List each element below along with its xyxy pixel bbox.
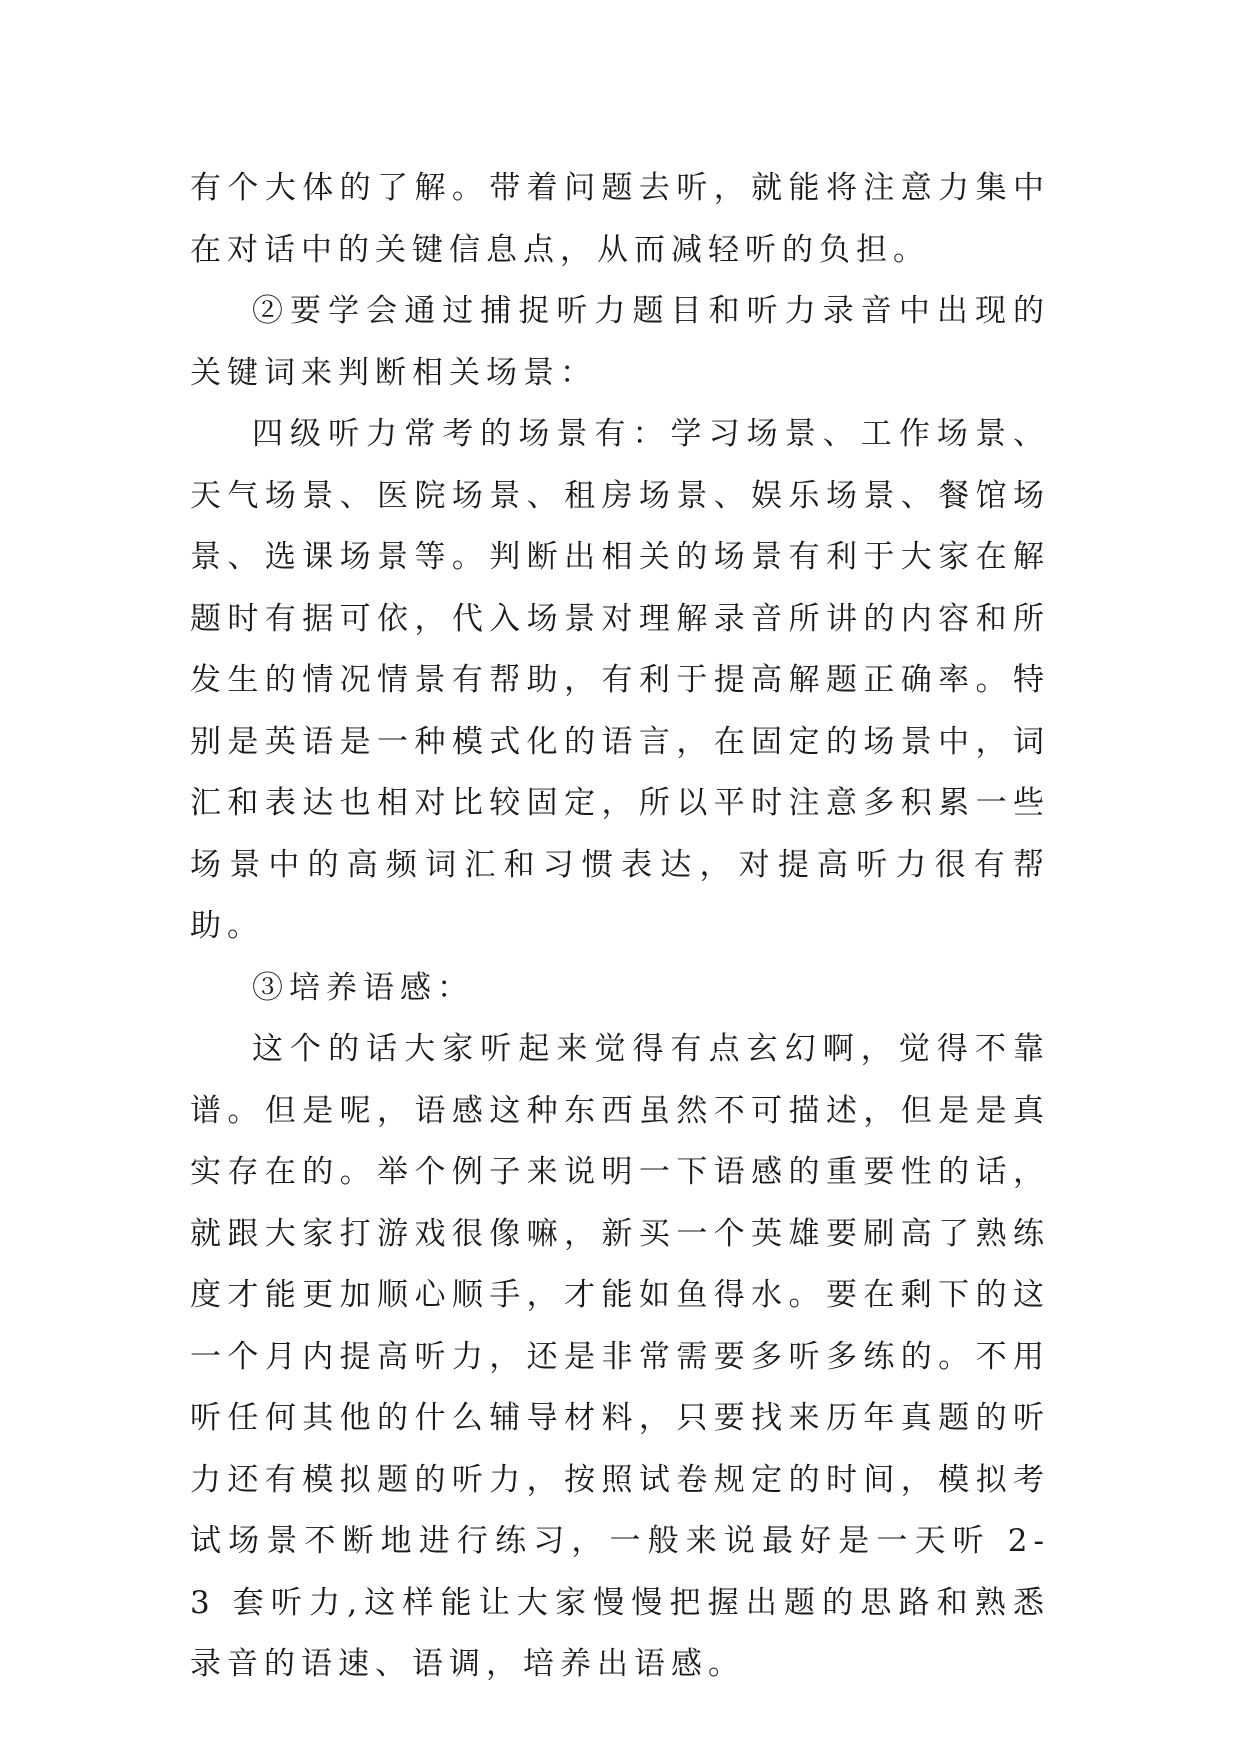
paragraph-continuation: 有个大体的了解。带着问题去听，就能将注意力集中在对话中的关键信息点，从而减轻听的负担。 xyxy=(190,170,1050,268)
paragraph-keyword-scenes: ②要学会通过捕捉听力题目和听力录音中出现的关键词来判断相关场景： xyxy=(190,293,1050,391)
paragraph-language-sense: 这个的话大家听起来觉得有点玄幻啊，觉得不靠谱。但是呢，语感这种东西虽然不可描述，但是是真实存在的。举个例子来说明一下语感的重要性的话，就跟大家打游戏很像嘛，新买一个英雄要刷高了熟练度才能更加顺心顺手，才能如鱼得水。要在剩下的这一个月内提高听力，还是非常需要多听多练的。不用听任何其他的什么辅导材料，只要找来历年真题的听力还有模拟题的听力，按照试卷规定的时间，模拟考试场景不断地进行练习，一般来说最好是一天听 2-3 套听力,这样能让大家慢慢把握出题的思路和熟悉录音的语速、语调，培养出语感。 xyxy=(190,1031,1050,1682)
paragraph-common-scenes: 四级听力常考的场景有：学习场景、工作场景、天气场景、医院场景、租房场景、娱乐场景、餐馆场景、选课场景等。判断出相关的场景有利于大家在解题时有据可依，代入场景对理解录音所讲的内容和所发生的情况情景有帮助，有利于提高解题正确率。特别是英语是一种模式化的语言，在固定的场景中，词汇和表达也相对比较固定，所以平时注意多积累一些场景中的高频词汇和习惯表达，对提高听力很有帮助。 xyxy=(190,416,1050,944)
document-page xyxy=(190,158,1050,1696)
paragraph-language-sense-heading: ③培养语感： xyxy=(252,969,474,1006)
